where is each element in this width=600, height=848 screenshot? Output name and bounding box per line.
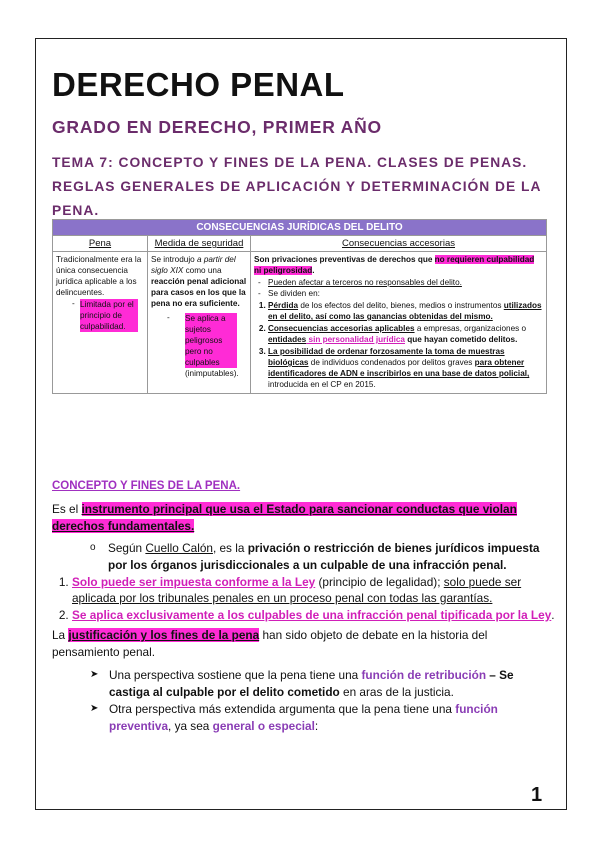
perspectives-list — [90, 667, 547, 735]
accesorias-highlight: no requieren culpabilidad ni peligrosidad — [254, 255, 535, 275]
list-item: - Se dividen en: — [268, 288, 543, 299]
list-item: 2. Se aplica exclusivamente a los culpables de una infracción penal tipificada por la Ley. — [72, 607, 567, 623]
cell-medida: Se introdujo a partir del siglo XIX como una reacción penal adicional para casos en los que la pena no era suficiente. - Se aplica a sujetos peligrosos pero no culpables (inimputables). — [148, 252, 251, 394]
accesorias-dash-list — [254, 277, 543, 299]
medida-tail: (inimputables). — [185, 369, 239, 378]
medida-bold: reacción penal adicional para casos en los que la pena no era suficiente. — [151, 277, 247, 308]
definition-highlight: instrumento principal que usa el Estado para sancionar conductas que violan derechos fundamentales. — [52, 502, 517, 533]
cuello-calon-bullet: o Según Cuello Calón, es la privación o restricción de bienes jurídicos impuesta por los órganos jurisdiccionales a un culpable de una infracción penal. — [90, 541, 540, 572]
list-item: 2. Consecuencias accesorias aplicables a empresas, organizaciones o entidades sin personalidad jurídica que hayan cometido delitos. — [268, 323, 543, 345]
list-item: 1. Solo puede ser impuesta conforme a la Ley (principio de legalidad); solo puede ser aplicada por los tribunales penales en un proceso penal con todas las garantías. — [72, 574, 567, 606]
topic-heading — [52, 151, 542, 223]
medida-highlight: Se aplica a sujetos peligrosos pero no culpables — [185, 313, 237, 368]
pena-text: Tradicionalmente era la única consecuencia jurídica aplicable a los delincuentes. — [56, 255, 142, 297]
list-item: - Pueden afectar a terceros no responsables del delito. — [268, 277, 543, 288]
topic-line-3: PENA. — [52, 203, 100, 218]
principles-list — [52, 574, 567, 624]
list-item: ➤ Otra perspectiva más extendida argumenta que la pena tiene una función preventiva, ya sea general o especial: — [90, 701, 547, 734]
page-title: DERECHO PENAL — [52, 66, 345, 103]
col-header-medida: Medida de seguridad — [148, 236, 251, 252]
col-header-pena: Pena — [53, 236, 148, 252]
table-caption: CONSECUENCIAS JURÍDICAS DEL DELITO — [53, 220, 547, 236]
col-header-accesorias: Consecuencias accesorias — [251, 236, 547, 252]
section-paragraph-2: La justificación y los fines de la pena han sido objeto de debate en la historia del pensamiento penal. — [52, 628, 488, 659]
section-paragraph-1: Es el instrumento principal que usa el Estado para sancionar conductas que violan derechos fundamentales. — [52, 502, 517, 533]
topic-line-2: REGLAS GENERALES DE APLICACIÓN Y DETERMINACIÓN DE LA — [52, 179, 542, 194]
page-number: 1 — [531, 784, 543, 806]
accesorias-numbered-list — [254, 300, 543, 390]
course-subtitle: GRADO EN DERECHO, PRIMER AÑO — [52, 117, 382, 137]
cell-accesorias: Son privaciones preventivas de derechos que no requieren culpabilidad ni peligrosidad. - Pueden afectar a terceros no responsables del delito. - Se dividen en: 1. Pérdida de los efectos del delito, bienes, medios o instrumentos utilizados en el delito, así como las ganancias obtenidas del mismo. 2. Consecuencias accesorias aplicables a empresas, organizaciones o entidades sin personalidad jurídica que hayan cometido delitos. 3. La posibilidad de ordenar forzosamente la toma de muestras biológicas de individuos condenados por delitos graves para obtener identificadores de ADN e inscribirlos en una base de datos policial, introducida en el CP en 2015. — [251, 252, 547, 394]
pena-highlight: Limitada por el principio de culpabilidad. — [80, 299, 138, 332]
section-heading: CONCEPTO Y FINES DE LA PENA. — [52, 480, 241, 492]
consequences-table — [52, 219, 547, 394]
list-item: 3. La posibilidad de ordenar forzosamente la toma de muestras biológicas de individuos condenados por delitos graves para obtener identificadores de ADN e inscribirlos en una base de datos policial, introducida en el CP en 2015. — [268, 346, 543, 390]
cell-pena: Tradicionalmente era la única consecuencia jurídica aplicable a los delincuentes. - Limitada por el principio de culpabilidad. — [53, 252, 148, 394]
list-item: 1. Pérdida de los efectos del delito, bienes, medios o instrumentos utilizados en el delito, así como las ganancias obtenidas del mismo. — [268, 300, 543, 322]
list-item: ➤ Una perspectiva sostiene que la pena tiene una función de retribución – Se castiga al culpable por el delito cometido en aras de la justicia. — [90, 667, 547, 700]
medida-italic: a partir del siglo XIX — [151, 255, 236, 275]
topic-line-1: TEMA 7: CONCEPTO Y FINES DE LA PENA. CLASES DE PENAS. — [52, 155, 528, 170]
justification-highlight: justificación y los fines de la pena — [68, 628, 260, 642]
